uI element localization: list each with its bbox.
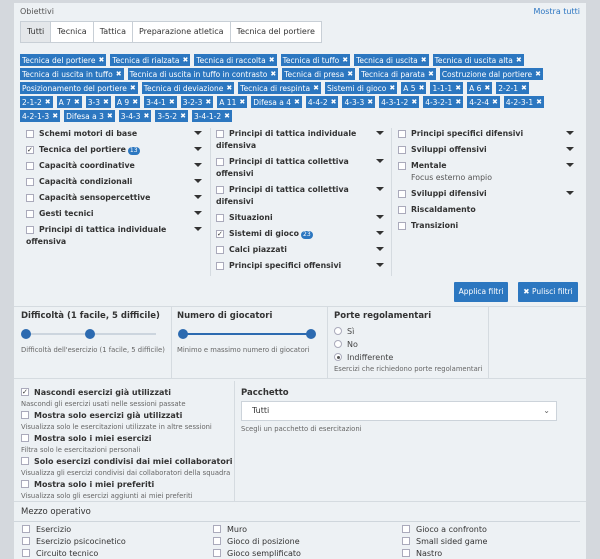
caret-down-icon[interactable] [194, 227, 202, 231]
objective-chip-label: Tecnica di respinta [240, 83, 311, 93]
objective-chip [379, 96, 419, 108]
category-checkbox[interactable] [398, 206, 406, 214]
remove-chip-icon[interactable]: ✖ [520, 84, 527, 92]
remove-chip-icon[interactable]: ✖ [182, 56, 189, 64]
objective-chip-label: A 11 [219, 97, 237, 107]
caret-down-icon[interactable] [376, 215, 384, 219]
checkbox[interactable] [402, 525, 410, 533]
package-select-value: Tutti [252, 406, 270, 415]
objective-chip [433, 54, 524, 66]
checkbox[interactable] [21, 457, 29, 465]
count-badge: 13 [129, 147, 138, 154]
operative-option[interactable] [213, 537, 300, 546]
category-checkbox[interactable] [26, 210, 34, 218]
checkbox-label: Solo esercizi condivisi dai miei collaboratori [34, 457, 233, 466]
objective-chip-label: Tecnica di raccolta [196, 55, 266, 65]
radio-no[interactable] [334, 340, 342, 348]
category-label: Capacità sensopercettive [39, 193, 151, 202]
operative-option-label: Muro [227, 525, 247, 534]
difficulty-title: Difficoltà (1 facile, 5 difficile) [21, 311, 160, 321]
players-max-handle[interactable] [306, 329, 316, 339]
objective-chip-label: A 6 [469, 83, 482, 93]
remove-chip-icon[interactable]: ✖ [389, 84, 396, 92]
checkbox[interactable] [21, 411, 29, 419]
operative-option-label: Small sided game [416, 537, 488, 546]
operative-option-label: Gioco di posizione [227, 537, 300, 546]
remove-chip-icon[interactable]: ✖ [535, 70, 541, 78]
category-checkbox[interactable] [26, 146, 34, 154]
remove-chip-icon[interactable]: ✖ [342, 56, 349, 64]
remove-chip-icon[interactable]: ✖ [115, 70, 122, 78]
category-item[interactable] [398, 220, 574, 232]
objective-chip-label: Difesa a 3 [66, 111, 104, 121]
category-checkbox[interactable] [216, 158, 224, 166]
category-label: Capacità coordinative [39, 161, 135, 170]
objective-chip [192, 110, 232, 122]
players-min-handle[interactable] [178, 329, 188, 339]
category-checkbox[interactable] [216, 262, 224, 270]
usage-filter-checkbox[interactable] [21, 480, 154, 489]
remove-chip-icon[interactable]: ✖ [268, 56, 275, 64]
objective-chip [423, 96, 463, 108]
category-label: Transizioni [411, 221, 459, 230]
objective-chip-label: Difesa a 4 [253, 97, 291, 107]
remove-chip-icon[interactable]: ✖ [484, 84, 491, 92]
objective-chip [86, 96, 111, 108]
operative-option[interactable] [402, 525, 487, 534]
remove-chip-icon[interactable]: ✖ [98, 56, 105, 64]
operative-option[interactable] [22, 537, 126, 546]
checkbox-label: Mostra solo i miei esercizi [34, 434, 152, 443]
objective-chip-label: 3-2-3 [182, 97, 203, 107]
category-item[interactable] [216, 128, 384, 152]
objective-chip-label: 2-2-1 [498, 83, 518, 93]
operative-option-label: Nastro [416, 549, 443, 558]
category-label: Principi di tattica collettiva [229, 157, 349, 166]
caret-down-icon[interactable] [376, 231, 384, 235]
objective-chip-label: Tecnica di uscita in tuffo [22, 69, 113, 79]
tab-tecnica[interactable]: Tecnica [50, 21, 93, 43]
category-checkbox[interactable] [216, 186, 224, 194]
caret-down-icon[interactable] [566, 131, 574, 135]
category-checkbox[interactable] [398, 190, 406, 198]
objective-chip [20, 82, 138, 94]
players-slider[interactable] [183, 333, 311, 335]
checkbox[interactable] [21, 480, 29, 488]
tab-preparazione-atletica[interactable]: Preparazione atletica [132, 21, 231, 43]
checkbox[interactable] [22, 537, 30, 545]
remove-chip-icon[interactable]: ✖ [106, 112, 113, 120]
objective-chip-label: A 7 [58, 97, 71, 107]
objective-chip [144, 96, 177, 108]
category-checkbox[interactable] [216, 214, 224, 222]
category-label: Riscaldamento [411, 205, 476, 214]
players-hint: Minimo e massimo numero di giocatori [177, 346, 310, 354]
remove-chip-icon[interactable]: ✖ [492, 98, 498, 106]
category-label: Tecnica del portiere [39, 145, 126, 154]
checkbox[interactable] [21, 388, 29, 396]
category-item[interactable] [216, 228, 384, 240]
goals-option-si[interactable] [334, 327, 354, 336]
objective-chip [504, 96, 544, 108]
objective-chip-label: Tecnica di uscita [356, 55, 418, 65]
objective-chip-label: 3-5-2 [157, 111, 178, 121]
objective-chip-label: 3-4-1-2 [193, 111, 222, 121]
goals-option-indifferente-label: Indifferente [347, 353, 394, 362]
objective-chip-label: Tecnica di presa [284, 69, 345, 79]
remove-chip-icon[interactable]: ✖ [224, 112, 231, 120]
category-item[interactable] [398, 204, 574, 216]
objective-chip-label: Tecnica di uscita alta [434, 55, 513, 65]
package-title: Pacchetto [241, 388, 289, 398]
objective-chip [20, 96, 53, 108]
difficulty-hint: Difficoltà dell'esercizio (1 facile, 5 difficile) [21, 346, 165, 354]
remove-chip-icon[interactable]: ✖ [455, 84, 462, 92]
objective-chip [115, 96, 140, 108]
caret-down-icon[interactable] [194, 179, 202, 183]
operative-option[interactable] [22, 525, 71, 534]
chip-row [20, 54, 576, 68]
checkbox-label: Mostra solo esercizi già utilizzati [34, 411, 183, 420]
objective-chip [306, 96, 339, 108]
remove-chip-icon[interactable]: ✖ [44, 98, 51, 106]
goals-title: Porte regolamentari [334, 311, 432, 321]
operative-option-label: Gioco a confronto [416, 525, 487, 534]
category-item[interactable] [26, 208, 202, 220]
remove-chip-icon[interactable]: ✖ [103, 98, 109, 106]
objective-chip [110, 54, 190, 66]
objective-chip-label: Tecnica di parata [361, 69, 425, 79]
objective-chip [57, 96, 82, 108]
caret-down-icon[interactable] [566, 191, 574, 195]
objective-chip-label: Tecnica di tuffo [282, 55, 340, 65]
category-label: Sviluppi difensivi [411, 189, 487, 198]
category-subitem: Focus esterno ampio [411, 173, 492, 182]
operative-option[interactable] [402, 549, 442, 558]
category-checkbox[interactable] [216, 130, 224, 138]
category-label: Gesti tecnici [39, 209, 94, 218]
remove-chip-icon[interactable]: ✖ [347, 70, 354, 78]
category-item[interactable] [216, 260, 384, 272]
category-checkbox[interactable] [398, 146, 406, 154]
show-all-link[interactable]: Mostra tutti [533, 7, 580, 16]
operative-option[interactable] [22, 549, 98, 558]
goals-option-no-label: No [347, 340, 358, 349]
objective-chip [181, 96, 214, 108]
category-item[interactable] [398, 144, 574, 156]
package-hint: Scegli un pacchetto di esercitazioni [241, 425, 362, 433]
remove-chip-icon[interactable]: ✖ [73, 98, 80, 106]
objective-chip-label: Sistemi di gioco [326, 83, 387, 93]
checkbox[interactable] [213, 537, 221, 545]
remove-chip-icon[interactable]: ✖ [420, 56, 427, 64]
operative-option-label: Circuito tecnico [36, 549, 99, 558]
goals-option-no[interactable] [334, 340, 358, 349]
selected-objectives [20, 54, 576, 124]
radio-si[interactable] [334, 327, 342, 335]
tab-tutti[interactable]: Tutti [20, 21, 51, 43]
objective-chip [467, 82, 492, 94]
objective-chip [440, 68, 543, 80]
remove-chip-icon[interactable]: ✖ [294, 98, 300, 106]
caret-down-icon[interactable] [376, 263, 384, 267]
remove-chip-icon[interactable]: ✖ [129, 84, 136, 92]
category-label: Sviluppi offensivi [411, 145, 487, 154]
objective-chip [64, 110, 115, 122]
caret-down-icon[interactable] [376, 187, 384, 191]
category-checkbox[interactable] [26, 194, 34, 202]
checkbox-hint: Nascondi gli esercizi usati nelle sessioni passate [21, 400, 186, 408]
objective-chip [496, 82, 529, 94]
caret-down-icon[interactable] [194, 163, 202, 167]
category-label: Situazioni [229, 213, 273, 222]
category-label: Principi di tattica individuale [229, 129, 357, 138]
caret-down-icon[interactable] [566, 163, 574, 167]
category-item[interactable] [216, 244, 384, 256]
category-checkbox[interactable] [26, 162, 34, 170]
chip-row [20, 110, 576, 124]
category-checkbox[interactable] [26, 226, 34, 234]
category-checkbox[interactable] [398, 162, 406, 170]
remove-chip-icon[interactable]: ✖ [180, 112, 186, 120]
objective-tabs [20, 21, 321, 43]
checkbox[interactable] [22, 549, 30, 557]
objective-chip-label: Tecnica del portiere [22, 55, 96, 65]
objective-chip [430, 82, 463, 94]
objectives-title: Obiettivi [20, 7, 54, 16]
tab-tecnica-del-portiere[interactable]: Tecnica del portiere [230, 21, 322, 43]
operative-option[interactable] [213, 525, 247, 534]
count-badge: 23 [303, 231, 311, 238]
remove-chip-icon[interactable]: ✖ [411, 98, 418, 106]
objective-chip [128, 68, 279, 80]
caret-down-icon[interactable] [194, 147, 202, 151]
objective-chip [359, 68, 436, 80]
operative-title: Mezzo operativo [21, 507, 91, 517]
objective-chip-label: 1-1-1 [432, 83, 453, 93]
category-label: Principi di tattica individuale [39, 225, 167, 234]
remove-chip-icon[interactable]: ✖ [226, 84, 233, 92]
category-label: Calci piazzati [229, 245, 287, 254]
caret-down-icon[interactable] [376, 159, 384, 163]
category-label-line2: difensivi [216, 197, 254, 206]
category-label-line2: offensiva [26, 237, 67, 246]
category-checkbox[interactable] [26, 178, 34, 186]
objective-chip-label: Tecnica di deviazione [143, 83, 224, 93]
category-label-line2: difensiva [216, 141, 257, 150]
operative-option[interactable] [213, 549, 301, 558]
objective-chip [217, 96, 247, 108]
objective-chip-label: A 9 [116, 97, 130, 107]
category-item[interactable] [398, 188, 574, 200]
objective-chip-label: 4-3-3 [344, 97, 365, 107]
chip-row [20, 82, 576, 96]
goals-option-si-label: Sì [347, 327, 355, 336]
category-item[interactable] [26, 176, 202, 188]
objective-chip-label: 4-2-4 [469, 97, 490, 107]
remove-chip-icon[interactable]: ✖ [330, 98, 337, 106]
caret-down-icon[interactable] [194, 131, 202, 135]
category-item[interactable] [398, 160, 574, 184]
remove-chip-icon[interactable]: ✖ [536, 98, 542, 106]
chevron-down-icon: ⌄ [543, 406, 550, 415]
objective-chip [354, 54, 429, 66]
remove-chip-icon[interactable]: ✖ [515, 56, 522, 64]
objective-chip-label: 4-3-2-1 [425, 97, 453, 107]
checkbox[interactable] [213, 549, 221, 557]
category-item[interactable] [26, 192, 202, 204]
objective-chip-label: 4-4-2 [307, 97, 328, 107]
category-label: Mentale [411, 161, 447, 170]
radio-indifferente[interactable] [334, 353, 342, 361]
category-label: Principi specifici difensivi [411, 129, 524, 138]
objective-chip [142, 82, 235, 94]
checkbox-hint: Filtra solo le esercitazioni personali [21, 446, 141, 454]
goals-hint: Esercizi che richiedono porte regolamentari [334, 365, 483, 373]
checkbox-hint: Visualizza gli esercizi condivisi dai collaboratori della squadra [21, 469, 231, 477]
caret-down-icon[interactable] [194, 211, 202, 215]
objective-chip-label: 4-2-1-3 [22, 111, 50, 121]
usage-filter-checkbox[interactable] [21, 457, 233, 466]
category-label-line2: offensivi [216, 169, 254, 178]
objective-chip-label: 3-4-1 [146, 97, 166, 107]
players-title: Numero di giocatori [177, 311, 273, 321]
category-label: Sistemi di gioco [229, 229, 300, 238]
goals-option-indifferente[interactable] [334, 353, 393, 362]
objective-chip-label: Tecnica di rialzata [112, 55, 180, 65]
category-checkbox[interactable] [216, 246, 224, 254]
remove-chip-icon[interactable]: ✖ [418, 84, 425, 92]
category-checkbox[interactable] [26, 130, 34, 138]
objective-chip [20, 68, 124, 80]
objective-chip-label: 4-2-3-1 [505, 97, 534, 107]
operative-option-label: Esercizio psicocinetico [36, 537, 126, 546]
caret-down-icon[interactable] [194, 195, 202, 199]
objective-chip [342, 96, 375, 108]
remove-chip-icon[interactable]: ✖ [132, 98, 139, 106]
category-item[interactable] [26, 224, 202, 248]
remove-chip-icon[interactable]: ✖ [143, 112, 150, 120]
objective-chip [20, 110, 60, 122]
objective-chip [155, 110, 188, 122]
remove-chip-icon[interactable]: ✖ [313, 84, 319, 92]
chip-row [20, 68, 576, 82]
remove-chip-icon[interactable]: ✖ [270, 70, 277, 78]
category-checkbox[interactable] [216, 230, 224, 238]
checkbox-label: Mostra solo i miei preferiti [34, 480, 155, 489]
difficulty-min-handle[interactable] [21, 329, 31, 339]
category-item[interactable] [216, 156, 384, 180]
tab-tattica[interactable]: Tattica [93, 21, 133, 43]
difficulty-max-handle[interactable] [85, 329, 95, 339]
remove-chip-icon[interactable]: ✖ [455, 98, 462, 106]
objective-chip [325, 82, 397, 94]
clear-filters-button[interactable]: ✖ Pulisci filtri [518, 282, 578, 302]
category-label: Capacità condizionali [39, 177, 133, 186]
objective-chip-label: A 5 [403, 83, 416, 93]
filter-panel [14, 3, 586, 559]
objective-chip [281, 54, 351, 66]
objective-chip [238, 82, 321, 94]
objective-chip-label: 3-4-3 [120, 111, 141, 121]
objective-chip [282, 68, 355, 80]
apply-filters-button[interactable]: Applica filtri [454, 282, 508, 302]
checkbox[interactable] [402, 549, 410, 557]
objective-chip-label: Posizionamento del portiere [22, 83, 127, 93]
usage-filter-checkbox[interactable] [21, 411, 182, 420]
objective-chip-label: 4-3-1-2 [381, 97, 409, 107]
category-item[interactable] [26, 128, 202, 140]
objective-chip-label: Costruzione dal portiere [441, 69, 533, 79]
objective-chip [20, 54, 106, 66]
operative-option-label: Gioco semplificato [227, 549, 301, 558]
category-item[interactable] [26, 144, 202, 156]
usage-filter-checkbox[interactable] [21, 434, 151, 443]
checkbox-hint: Visualizza solo le esercitazioni utilizzate in altre sessioni [21, 423, 212, 431]
remove-chip-icon[interactable]: ✖ [205, 98, 212, 106]
difficulty-slider[interactable] [26, 333, 156, 335]
checkbox[interactable] [21, 434, 29, 442]
objective-chip [251, 96, 302, 108]
chip-row [20, 96, 576, 110]
operative-option[interactable] [402, 537, 487, 546]
usage-filter-checkbox[interactable] [21, 388, 171, 397]
checkbox-label: Nascondi esercizi già utilizzati [34, 388, 171, 397]
remove-chip-icon[interactable]: ✖ [52, 112, 59, 120]
remove-chip-icon[interactable]: ✖ [367, 98, 374, 106]
category-item[interactable] [398, 128, 574, 140]
remove-chip-icon[interactable]: ✖ [239, 98, 246, 106]
category-item[interactable] [26, 160, 202, 172]
remove-chip-icon[interactable]: ✖ [427, 70, 434, 78]
caret-down-icon[interactable] [566, 147, 574, 151]
checkbox[interactable] [213, 525, 221, 533]
objective-chip [194, 54, 276, 66]
category-item[interactable] [216, 212, 384, 224]
category-item[interactable] [216, 184, 384, 208]
category-label: Principi specifici offensivi [229, 261, 342, 270]
checkbox[interactable] [402, 537, 410, 545]
operative-option-label: Esercizio [36, 525, 72, 534]
package-select[interactable] [241, 401, 557, 421]
checkbox-hint: Visualizza solo gli esercizi aggiunti ai miei preferiti [21, 492, 193, 500]
category-checkbox[interactable] [398, 130, 406, 138]
caret-down-icon[interactable] [376, 131, 384, 135]
checkbox[interactable] [22, 525, 30, 533]
objective-chip-label: 3-3 [87, 97, 101, 107]
objective-chip [467, 96, 500, 108]
category-label: Principi di tattica collettiva [229, 185, 349, 194]
remove-chip-icon[interactable]: ✖ [168, 98, 175, 106]
objective-chip-label: 2-1-2 [22, 97, 42, 107]
objective-chip [401, 82, 426, 94]
category-checkbox[interactable] [398, 222, 406, 230]
category-label: Schemi motori di base [39, 129, 138, 138]
objective-chip [119, 110, 152, 122]
caret-down-icon[interactable] [376, 247, 384, 251]
objective-chip-label: Tecnica di uscita in tuffo in contrasto [129, 69, 268, 79]
